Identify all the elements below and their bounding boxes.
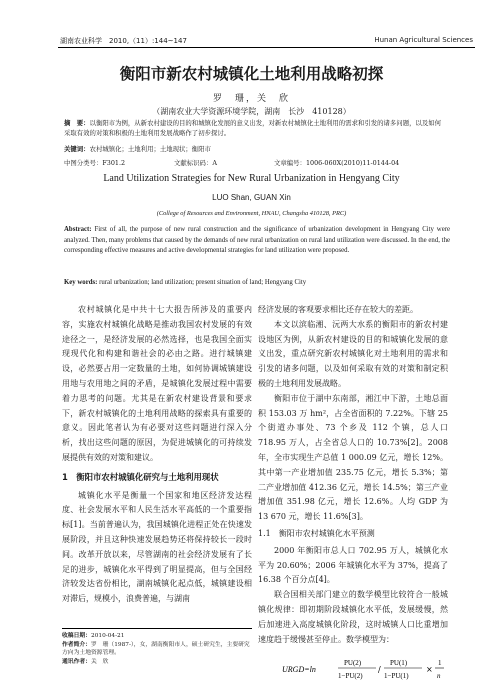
header-journal-en: Hunan Agricultural Sciences: [374, 36, 473, 44]
section-1-paragraph: 城镇化水平是衡量一个国家和地区经济发达程度、社会发展水平和人民生活水平高低的一个重要指标[1]。当前普遍认为，我国城镇化进程正处在快速发展阶段，并且这种快速发展趋势还将保持较长一段时间。改革开放以来，尽管湖南的社会经济发展有了长足的进步，城镇化水平得到了明显提高，但与全国经济较发达省份相比，湖南城镇化起点低，城镇建设相对滞后，规模小，浪费普遍，与湖南: [62, 490, 252, 604]
keywords-en-text: rural urbanization; land utilization; present situation of land; Hengyang City: [99, 279, 307, 286]
formula-num2: PU(1): [390, 659, 408, 667]
keywords-cn-text: 农村城镇化；土地利用；土地现状；衡阳市: [89, 145, 211, 153]
formula-lhs: URGD=ln: [282, 665, 316, 674]
formula-den2: 1−PU(1): [384, 672, 409, 680]
abstract-en: [64, 225, 450, 257]
abstract-cn-label: 摘 要：: [64, 119, 90, 127]
author-bio: 罗 珊（1987-），女，湖南衡阳市人，硕士研究生，主要研究方向为土地资源管理。: [62, 641, 250, 656]
header-journal: 湖南农业科学 2010,（11）:144~147: [60, 37, 187, 45]
corr-label: 通讯作者：: [62, 658, 91, 665]
left-column: [62, 303, 252, 607]
study-area-paragraph: 本文以滨临湘、沅两大水系的衡阳市的新农村建设地区为例，从新农村建设的目的和城镇化发展的意义出发，重点研究新农村城镇化对土地利用的需求和引发的诸多问题，以及如何采取有效的对策和制定积极的土地利用发展战略。: [258, 319, 448, 388]
abstract-en-text: First of all, the purpose of new rural construction and the significance of urbanization development in Hengyang City were analyzed. Then, many problems that caused by the demands of new rural urbanization on rural land utilization were discussed. In the end, the corresponding effective measures and active developmental strategies for land utilization were proposed.: [64, 226, 450, 254]
author-bio-label: 作者简介：: [62, 641, 91, 648]
continued-paragraph: 经济发展的客观要求相比还存在较大的差距。: [258, 305, 418, 314]
location-paragraph: 衡阳市位于湖中东南部，湘江中下游，土地总面积 153.03 万 hm²，占全省面积的 7.22%。下辖 25 个街道办事处、73 个乡及 112 个镇，总人口 718.95 万人，占全省总人口的 10.73%[2]。2008 年，全市实现生产总值 1 000.09 亿元，增长 12%。其中第一产业增加值 235.75 亿元，增长 5.3%；第二产业增加值 412.36 亿元，增长 14.5%；第三产业增加值 351.98 亿元，增长 12.6%。人均 GDP 为 13 670 元，增长 11.6%[3]。: [258, 393, 448, 522]
header-rule: [58, 47, 475, 48]
affiliation: （湖南农业大学资源环境学院，湖南 长沙 410128）: [152, 107, 351, 116]
right-column: [258, 303, 448, 647]
authors: 罗 珊，关 欣: [212, 94, 290, 104]
formula-sep: /: [378, 665, 381, 674]
keywords-en-label: Key words:: [64, 279, 98, 286]
urgd-formula: [280, 654, 480, 684]
formula-frac-num: 1: [438, 659, 442, 667]
formula-den1: 1−PU(2): [338, 672, 363, 680]
abstract-en-label: Abstract:: [64, 226, 92, 233]
keywords-en: [64, 279, 450, 286]
keywords-cn: [64, 144, 446, 154]
abstract-cn: [64, 118, 446, 138]
keywords-cn-label: 关键词：: [64, 145, 90, 153]
received-date: 2010-04-21: [91, 633, 125, 639]
urbanization-paragraph: 2000 年衡阳市总人口 702.95 万人，城镇化水平为 20.60%；2006 年城镇化水平为 37%，提高了 16.38 个百分点[4]。: [258, 545, 448, 585]
intro-paragraph: 农村城镇化是中共十七大报告所涉及的重要内容，实施农村城镇化战略是推动我国农村发展的有效途径之一，是经济发展的必然选择，也是我国全面实现现代化和构建和谐社会的必由之路。进行城镇建设，必然要占用一定数量的土地，如何协调城镇建设用地与农用地之间的矛盾，是城镇化发展过程中需要着力思考的问题。尤其是在新农村建设背景和要求下，新农村城镇化的土地利用战略的探索具有重要的意义。因此笔者认为有必要对这些问题进行深入分析，找出这些问题的原因，为促进城镇化的可持续发展提供有效的对策和建议。: [62, 305, 252, 462]
authors-en: LUO Shan, GUAN Xin: [212, 193, 291, 202]
article-number: 文章编号：1006-060X(2010)11-0144-04: [274, 159, 400, 167]
model-paragraph: 联合国相关部门建立的数学模型比较符合一般城镇化规律：即初期阶段城镇化水平低，发展缓慢，然后加速进入高度城镇化阶段，这时城镇人口比重增加速度趋于缓慢甚至停止。数学模型为：: [258, 590, 448, 644]
abstract-cn-text: 以衡阳市为例，从新农村建设的目的和城镇化发展的意义出发，对新农村城镇化土地利用的需求和引发的诸多问题，以及如何采取有效的对策和积极的土地利用发展战略作了初步探讨。: [64, 119, 442, 137]
subsection-heading-1-1: 1.1 衡阳市农村城镇化水平预测: [258, 528, 375, 538]
affiliation-en: (College of Resources and Environment, HNAU, Changsha 410128, PRC): [156, 210, 347, 217]
section-heading-1: 1 衡阳市农村城镇化研究与土地利用现状: [62, 471, 219, 482]
running-header: [60, 36, 473, 46]
doc-code: 文献标识码：A: [174, 159, 217, 167]
clc-code: 中图分类号：F301.2: [64, 159, 126, 167]
paper-title: 衡阳市新农村城镇化土地利用战略初探: [119, 65, 384, 83]
formula-times: ×: [426, 665, 433, 674]
paper-title-en: Land Utilization Strategies for New Rural Urbanization in Hengyang City: [103, 173, 400, 184]
received-label: 收稿日期：: [62, 633, 91, 639]
formula-num1: PU(2): [344, 659, 362, 667]
corr-author: 关 欣: [91, 658, 109, 665]
formula-frac-den: n: [437, 672, 441, 680]
footnote: [62, 628, 252, 666]
